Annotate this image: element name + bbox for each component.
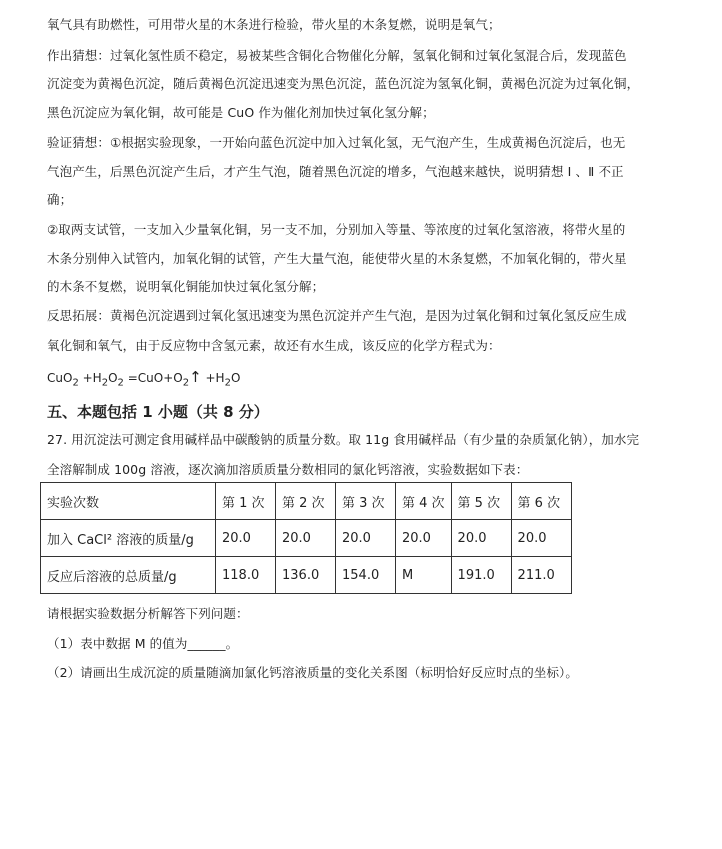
eq-subscript: 2 — [101, 377, 109, 389]
table-cell: 20.0 — [511, 520, 571, 557]
followup-question-1: （1）表中数据 M 的值为______。 — [47, 636, 239, 651]
paragraph-line: 木条分别伸入试管内，加氧化铜的试管，产生大量气泡，能使带火星的木条复燃，不加氧化铜的，带火星 — [47, 251, 627, 266]
table-row — [41, 520, 572, 557]
table-cell: 第 3 次 — [336, 483, 396, 520]
table-cell: 20.0 — [336, 520, 396, 557]
table-cell: 20.0 — [276, 520, 336, 557]
table-cell: 154.0 — [336, 557, 396, 594]
followup-intro: 请根据实验数据分析解答下列问题： — [47, 606, 249, 621]
paragraph-line: 确； — [47, 192, 73, 207]
eq-part: O — [108, 371, 118, 385]
up-arrow-icon: ↑ — [189, 368, 202, 386]
paragraph-line: 反思拓展：黄褐色沉淀遇到过氧化氢迅速变为黑色沉淀并产生气泡，是因为过氧化铜和过氧化氢反应生成 — [47, 308, 627, 323]
table-cell: 191.0 — [451, 557, 511, 594]
table-cell: 第 2 次 — [276, 483, 336, 520]
paragraph-line: 作出猜想：过氧化氢性质不稳定，易被某些含铜化合物催化分解，氢氧化铜和过氧化氢混合后，发现蓝色 — [47, 48, 627, 63]
experiment-data-table — [40, 482, 572, 594]
eq-subscript: 2 — [182, 377, 190, 389]
section-title: 五、本题包括 1 小题（共 8 分） — [47, 403, 269, 421]
paragraph-line: 氧化铜和氧气，由于反应物中含氢元素，故还有水生成，该反应的化学方程式为： — [47, 338, 501, 353]
paragraph-line: 沉淀变为黄褐色沉淀，随后黄褐色沉淀迅速变为黑色沉淀，蓝色沉淀为氢氧化铜，黄褐色沉淀为过氧化铜， — [47, 76, 640, 91]
table-cell: 第 5 次 — [451, 483, 511, 520]
table-cell: 118.0 — [216, 557, 276, 594]
eq-part: CuO — [47, 371, 73, 385]
eq-subscript: 2 — [224, 377, 231, 389]
eq-part: +H — [78, 371, 102, 385]
eq-subscript: 2 — [72, 377, 79, 389]
paragraph-line: 验证猜想：①根据实验现象，一开始向蓝色沉淀中加入过氧化氢，无气泡产生，生成黄褐色沉淀后，也无 — [47, 135, 626, 150]
question-text: 27. 用沉淀法可测定食用碱样品中碳酸钠的质量分数。取 11g 食用碱样品（有少量的杂质氯化钠），加水完 — [47, 432, 640, 447]
table-cell: M — [396, 557, 452, 594]
table-cell: 反应后溶液的总质量/g — [41, 557, 216, 594]
table-cell: 20.0 — [451, 520, 511, 557]
table-cell: 211.0 — [511, 557, 571, 594]
table-row — [41, 557, 572, 594]
table-cell: 20.0 — [216, 520, 276, 557]
table-cell: 20.0 — [396, 520, 452, 557]
chemical-equation — [47, 368, 240, 388]
table-cell: 136.0 — [276, 557, 336, 594]
eq-part: O — [230, 371, 241, 385]
table-header-row — [41, 483, 572, 520]
table-cell: 加入 CaCl² 溶液的质量/g — [41, 520, 216, 557]
table-cell: 第 6 次 — [511, 483, 571, 520]
eq-part: =CuO+O — [123, 371, 183, 385]
eq-subscript: 2 — [117, 377, 124, 389]
followup-question-2: （2）请画出生成沉淀的质量随滴加氯化钙溶液质量的变化关系图（标明恰好反应时点的坐标）。 — [47, 665, 579, 680]
table-cell: 实验次数 — [41, 483, 216, 520]
table-cell: 第 1 次 — [216, 483, 276, 520]
paragraph-line: 黑色沉淀应为氧化铜，故可能是 CuO 作为催化剂加快过氧化氢分解； — [47, 105, 435, 120]
paragraph-line: 的木条不复燃，说明氧化铜能加快过氧化氢分解； — [47, 279, 325, 294]
paragraph-line: 氧气具有助燃性，可用带火星的木条进行检验，带火星的木条复燃，说明是氧气； — [47, 17, 501, 32]
eq-part: +H — [201, 371, 225, 385]
paragraph-line: ②取两支试管，一支加入少量氧化铜，另一支不加，分别加入等量、等浓度的过氧化氢溶液，将带火星的 — [47, 222, 626, 237]
table-cell: 第 4 次 — [396, 483, 452, 520]
paragraph-line: 气泡产生，后黑色沉淀产生后，才产生气泡，随着黑色沉淀的增多，气泡越来越快，说明猜想 Ⅰ 、Ⅱ 不正 — [47, 164, 624, 179]
question-text: 全溶解制成 100g 溶液，逐次滴加溶质质量分数相同的氯化钙溶液，实验数据如下表： — [47, 462, 529, 477]
